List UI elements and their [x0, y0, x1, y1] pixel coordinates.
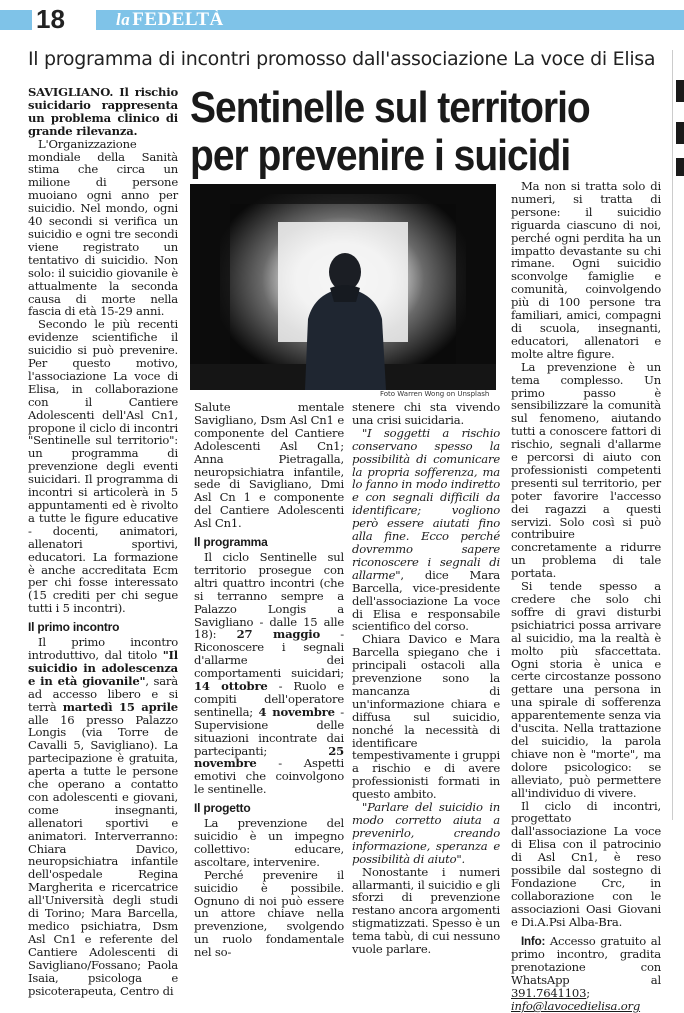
paragraph: La prevenzione del suicidio è un impegno collettivo: educare, ascoltare, intervenire.	[194, 816, 344, 869]
paragraph: Secondo le più recenti evidenze scientifiche il suicidio si può prevenire. Per questo motivo, l'associazione La voce di Elisa, in collaborazione con il Cantiere Adolescenti dell'Asl Cn1, propone il ciclo di incontri "Sentinelle sul territorio": un programma di prevenzione degli eventi suicidari. Il programma di incontri si articolerà in 5 appuntamenti ed è rivolto a tutte le figure educative - docenti, animatori, allenatori sportivi, educatori. La formazione è anche accreditata Ecm per chi fosse interessato (15 crediti per chi segue tutti i 5 incontri).	[28, 317, 178, 616]
paragraph: Perché prevenire il suicidio è possibile. Ognuno di noi può essere un attore chiave nella prevenzione, svolgendo un ruolo fondamentale nel so-	[194, 867, 344, 960]
subheading-progetto: Il progetto	[194, 801, 251, 816]
text-run: Accesso gratuito al primo incontro, gradita prenotazione con WhatsApp al	[511, 933, 661, 988]
lead-paragraph	[28, 86, 178, 138]
article-column-1	[28, 86, 178, 997]
paragraph-programma	[194, 551, 344, 796]
article-headline	[190, 84, 660, 180]
paragraph	[28, 636, 178, 997]
masthead-name: FEDELTÀ	[132, 9, 224, 30]
adjacent-headline-fragment	[676, 158, 684, 176]
event-date: 14 ottobre	[194, 679, 268, 694]
paragraph: Si tende spesso a credere che solo chi soffre di gravi disturbi psichiatrici possa arrivare al suicidio, ma la realtà è molto più sfaccettata. Ogni storia è unica e certe circostanze possono gettare una persona in una spirale di sofferenza apparentemente senza via d'uscita. Nella trattazione del suicidio, la parola chiave non è "morte", ma dolore psicologico: se alleviato, può permettere all'individuo di vivere.	[511, 579, 661, 800]
paragraph: Nonostante i numeri allarmanti, il suicidio e gli sforzi di prevenzione restano ancora argomenti stigmatizzati. Spesso è un tema tabù, di cui nessuno vuole parlare.	[352, 864, 500, 957]
page-header	[0, 0, 684, 40]
headline-line-2: per prevenire i suicidi	[190, 132, 571, 181]
event-date: 25 novembre	[194, 743, 344, 771]
adjacent-headline-fragment	[676, 80, 684, 102]
quote: "Parlare del suicidio in modo corretto aiuta a prevenirlo, creando informazione, speranza e possibilità di aiuto".	[352, 800, 500, 866]
photo-credit: Foto Warren Wong on Unsplash	[380, 390, 490, 398]
subheading-primo-incontro: Il primo incontro	[28, 620, 120, 635]
masthead	[116, 9, 224, 31]
article-column-2	[194, 401, 344, 959]
paragraph: L'Organizzazione mondiale della Sanità stima che circa un milione di persone muoiano ogni anno per suicidio. Nel mondo, ogni 40 secondi si verifica un suicidio e ogni tre secondi viene registrato un tentativo di suicidio. Non solo: il suicidio giovanile è attualmente la seconda causa di morte nella fascia di età 15-29 anni.	[28, 136, 178, 319]
paragraph: Il ciclo di incontri, progettato dall'associazione La voce di Elisa con il patrocinio di Asl Cn1, è reso possibile dal sostegno di Fondazione Crc, in collaborazione con le associazioni Oasi Giovani e Di.A.Psi Alba-Bra.	[511, 798, 661, 929]
masthead-prefix: la	[116, 10, 131, 29]
quote-paragraph	[352, 427, 500, 634]
text-run: ;	[586, 986, 590, 1001]
lead-text: Il rischio suicidario rappresenta un problema clinico di grande rilevanza.	[28, 85, 178, 138]
phone-link[interactable]: 391.7641103	[511, 986, 587, 1001]
headline-line-1: Sentinelle sul territorio	[190, 84, 590, 133]
paragraph: stenere chi sta vivendo una crisi suicidaria.	[352, 400, 500, 427]
text-run: alle 16 presso Palazzo Longis (via Torre de Cavalli 5, Savigliano). La partecipazione è gratuita, aperta a tutte le persone che operano a contatto con adolescenti e giovani, come insegnanti, allenatori sportivi e animatori. Interverranno: Chiara Davico, neuropsichiatra infantile dell'ospedale Regina Margherita e ricercatrice all'Università degli studi di Torino; Mara Barcella, medico psichiatra, Dsm Asl Cn1 e referente del Cantiere Adolescenti di Savigliano/Fossano; Paola Isaia, psicologa e psicoterapeuta, Centro di	[28, 712, 178, 998]
paragraph: Chiara Davico e Mara Barcella spiegano che i principali ostacoli alla prevenzione sono la mancanza di un'informazione chiara e diffusa sul suicidio, nonché la necessità di identificare tempestivamente i gruppi a rischio e di avere professionisti formati in questo ambito.	[352, 632, 500, 802]
paragraph: Salute mentale Savigliano, Dsm Asl Cn1 e componente del Cantiere Adolescenti Asl Cn1; Anna Pietragalla, neuropsichiatra infantile, sede di Savigliano, Dmi Asl Cn 1 e componente del Cantiere Adolescenti Asl Cn1.	[194, 400, 344, 531]
text-run: - Riconoscere i segnali d'allarme dei comportamenti suicidari;	[194, 627, 344, 681]
header-accent-bar-left	[0, 10, 32, 30]
email-link[interactable]: info@lavocedielisa.org	[511, 999, 641, 1013]
article-column-3	[352, 401, 500, 956]
page-number: 18	[36, 4, 65, 34]
tunnel-figure-illustration	[190, 184, 496, 390]
event-date: 4 novembre	[258, 704, 335, 719]
text-run: , dice Mara Barcella, vice-presidente dell'associazione La voce di Elisa e responsabile scientifico del corso.	[352, 567, 500, 634]
event-title: "Il suicidio in adolescenza e in età giovanile"	[28, 647, 178, 688]
text-run: - Supervisione delle situazioni incontrate dai partecipanti;	[194, 704, 344, 758]
text-run: Il ciclo Sentinelle sul territorio prosegue con altri quattro incontri (che si terranno sempre a Palazzo Longis a Savigliano - dalle 15 alle 18):	[194, 549, 344, 642]
text-run: Il primo incontro introduttivo, dal titolo	[28, 635, 178, 662]
info-label: Info:	[521, 934, 546, 948]
event-date: martedì 15 aprile	[62, 699, 178, 714]
subheading-programma: Il programma	[194, 535, 268, 550]
dateline: SAVIGLIANO.	[28, 85, 114, 99]
event-date: 27 maggio	[236, 627, 320, 642]
text-run: , sarà ad accesso libero e si terrà	[28, 673, 178, 714]
paragraph: La prevenzione è un tema complesso. Un primo passo è sensibilizzare la comunità sul fenomeno, aiutando tutti a conoscere fattori di rischio, segnali d'allarme e percorsi di aiuto con professionisti competenti presenti sul territorio, per poter favorire l'accesso dei ragazzi a questi servizi. Solo così si può contribuire concretamente a ridurre un problema di tale portata.	[511, 359, 661, 581]
adjacent-headline-fragment	[676, 122, 684, 144]
text-run: - Ruolo e compiti dell'operatore sentinella;	[194, 679, 344, 719]
article-kicker: Il programma di incontri promosso dall'associazione La voce di Elisa	[28, 48, 656, 70]
article-column-4	[511, 180, 661, 1013]
quote: "I soggetti a rischio conservano spesso la possibilità di comunicare la propria sofferenza, ma lo fanno in modo indiretto e con segnali difficili da identificare; vogliono però essere aiutati fino alla fine. Ecco perché dovremmo sapere riconoscere i segnali di allarme"	[352, 425, 500, 582]
text-run: - Aspetti emotivi che coinvolgono le sentinelle.	[194, 756, 344, 797]
article-photo	[190, 184, 496, 390]
quote-paragraph	[352, 801, 500, 866]
info-paragraph	[511, 935, 661, 1013]
paragraph: Ma non si tratta solo di numeri, si tratta di persone: il suicidio riguarda ciascuno di noi, perché ogni perdita ha un impatto devastante su chi rimane. Ogni suicidio sconvolge famiglie e comunità, coinvolgendo più di 100 persone tra familiari, amici, compagni di scuola, insegnanti, educatori, allenatori e molte altre figure.	[511, 179, 661, 361]
